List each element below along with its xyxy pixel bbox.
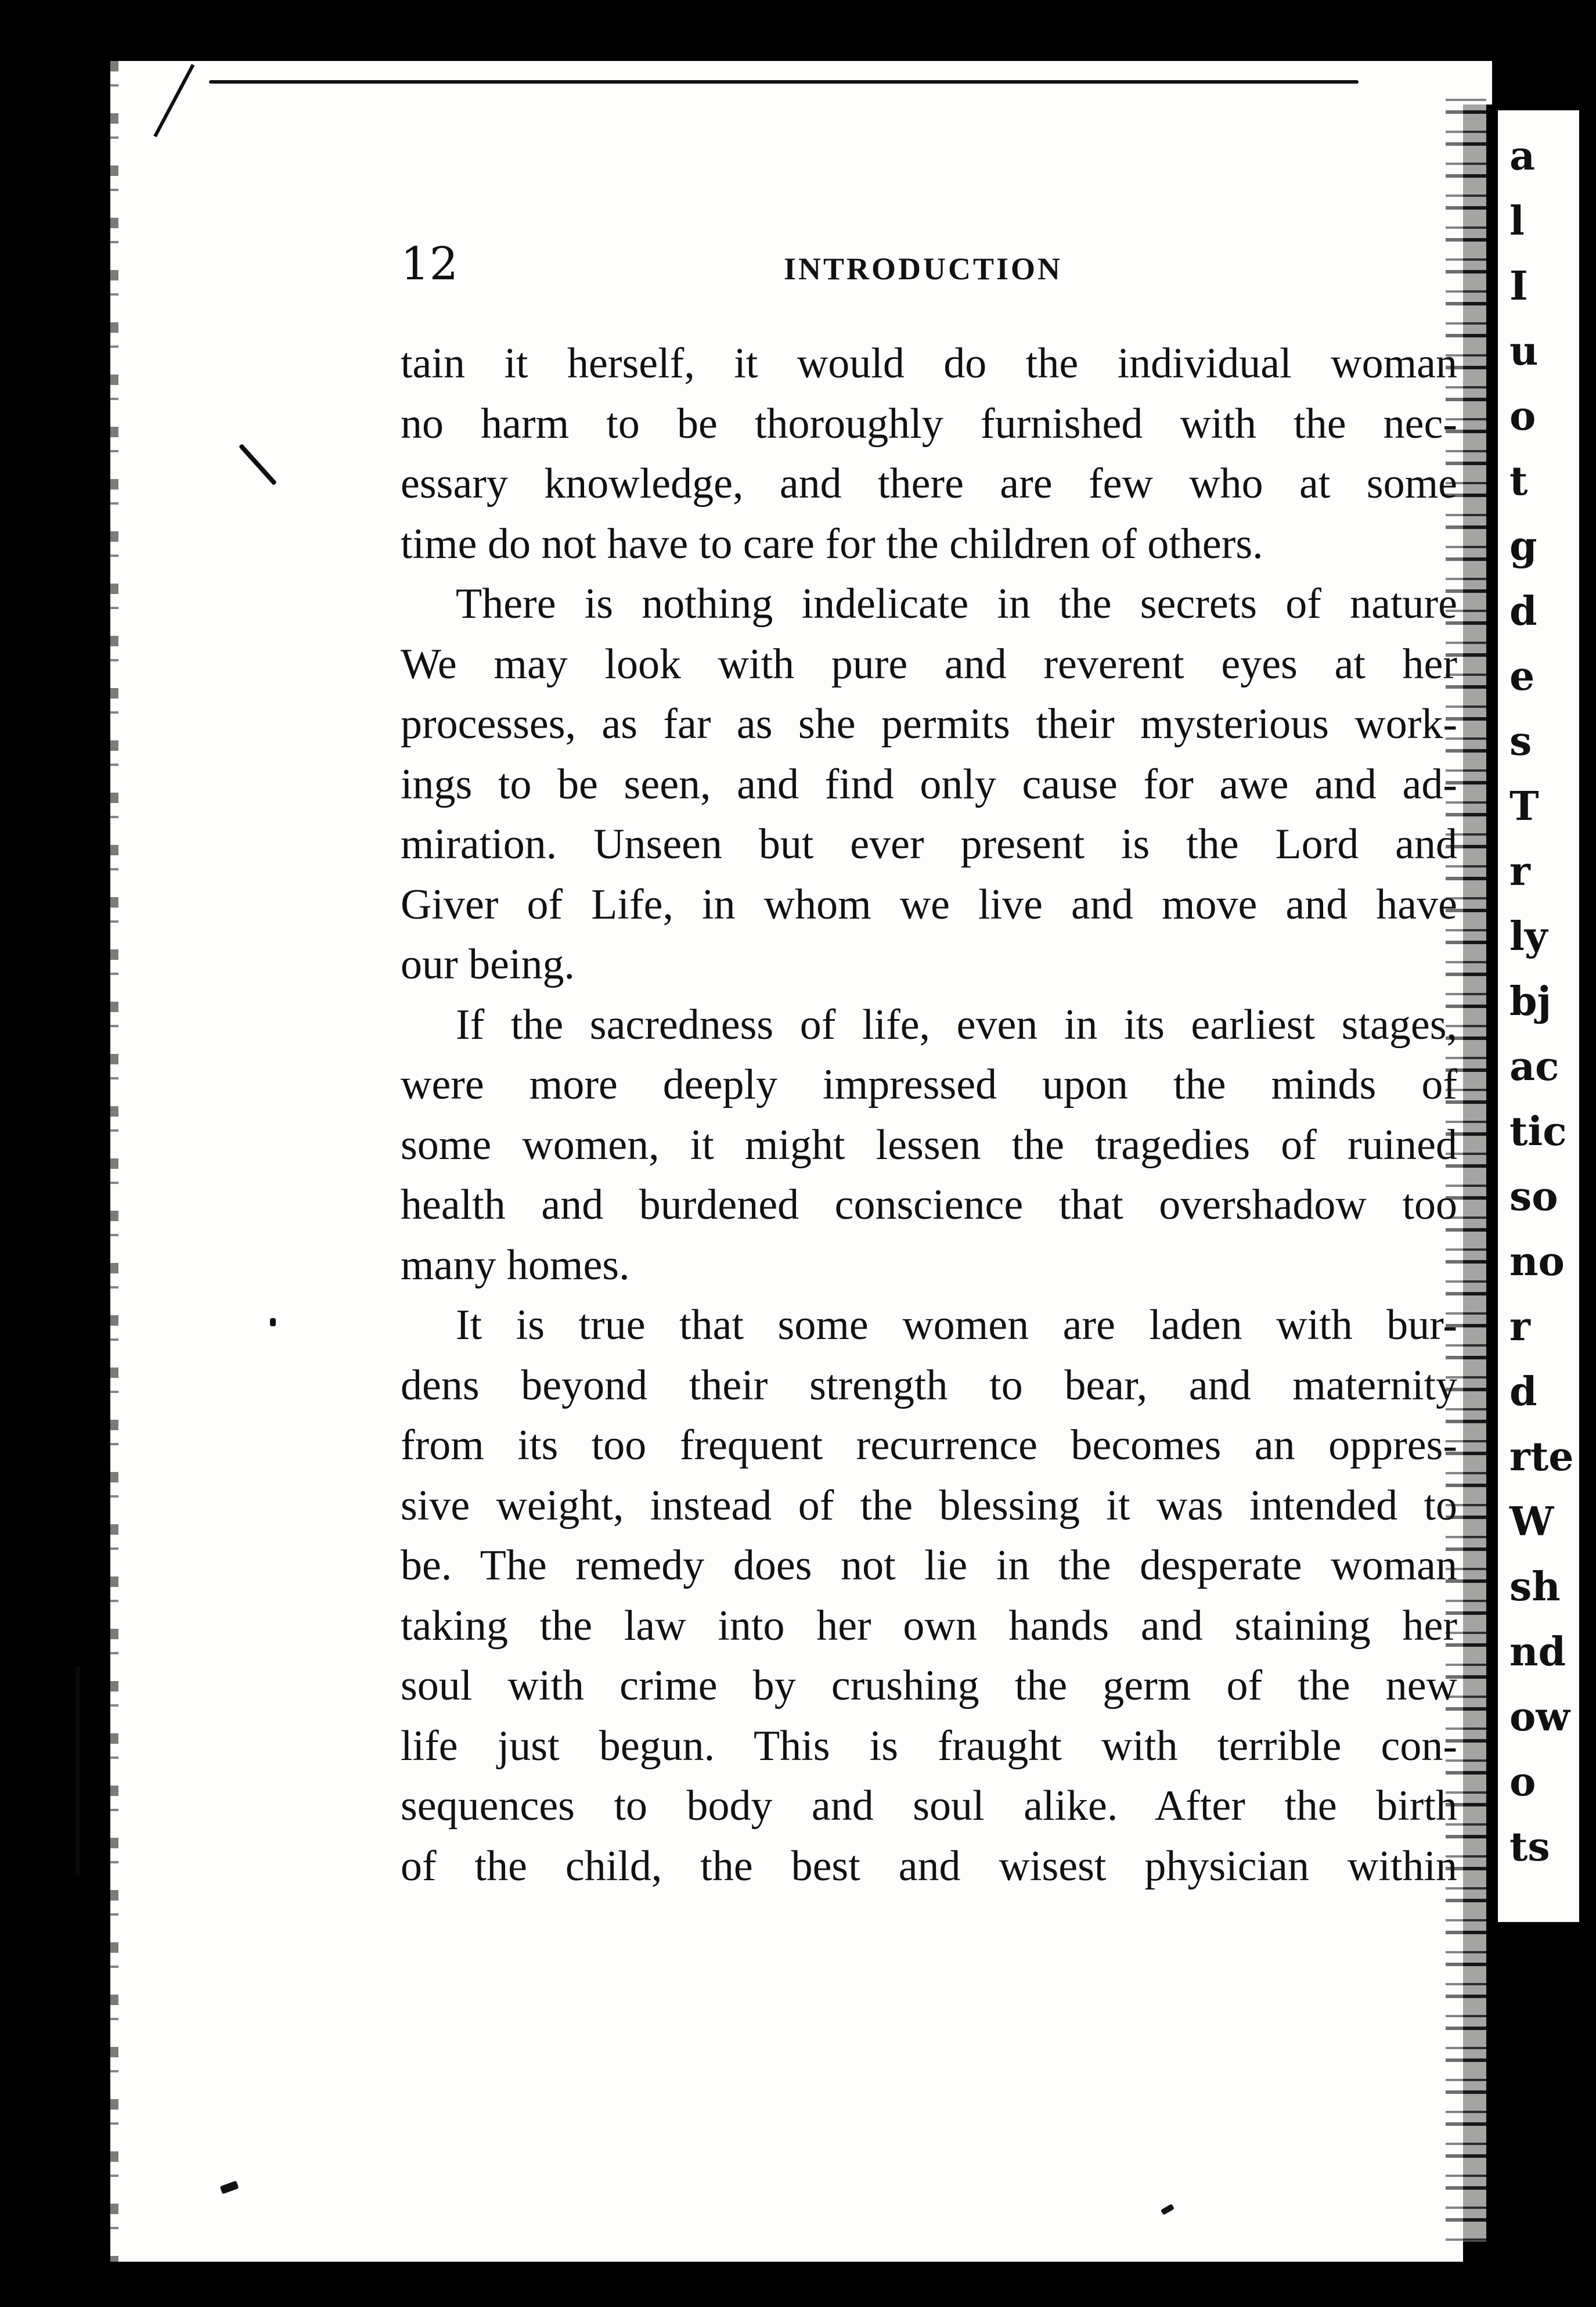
text-line: were more deeply impressed upon the minds of [401,1061,1457,1108]
text-line: from its too frequent recurrence becomes an oppres- [401,1421,1457,1469]
text-line: be. The remedy does not lie in the desperate woman [401,1542,1457,1589]
text-line: many homes. [401,1241,630,1289]
facing-page-fragment: l [1509,198,1525,244]
text-line: tain it herself, it would do the individual woman [401,340,1457,387]
facing-page-fragment: o [1509,393,1536,440]
text-line: health and burdened conscience that overshadow too [401,1181,1457,1229]
text-line: life just begun. This is fraught with terrible con- [401,1722,1457,1770]
text-line: It is true that some women are laden with bur- [456,1301,1457,1349]
page-number: 12 [401,238,459,290]
facing-page-fragment: tic [1509,1108,1567,1155]
facing-page-fragment: T [1509,783,1539,830]
facing-page-fragment: ac [1509,1043,1559,1090]
facing-page-fragment: o [1509,1759,1536,1805]
facing-page-fragment: W [1509,1499,1554,1545]
text-line: If the sacredness of life, even in its earliest stages, [456,1000,1457,1049]
body-text [401,334,1457,1896]
text-line: essary knowledge, and there are few who at some [401,460,1457,508]
facing-page-fragment: t [1509,458,1528,505]
facing-page-fragment: a [1509,133,1536,179]
text-line: soul with crime by crushing the germ of the new [401,1662,1457,1709]
stray-mark [270,1318,276,1326]
top-rule [209,80,1359,84]
text-line: There is nothing indelicate in the secrets of nature [456,580,1457,628]
text-line: ings to be seen, and find only cause for awe and ad- [401,760,1457,808]
running-head [401,238,1457,296]
text-line: Giver of Life, in whom we live and move and have [401,880,1457,928]
facing-page-fragment: d [1509,1369,1537,1415]
facing-page-fragment: r [1509,848,1530,895]
facing-page-fragment: so [1509,1174,1558,1220]
facing-page-fragment: r [1509,1304,1530,1350]
text-line: no harm to be thoroughly furnished with the nec- [401,400,1457,448]
text-line: our being. [401,941,575,988]
facing-page-fragment: I [1509,263,1528,309]
text-line: processes, as far as she permits their mysterious work- [401,700,1457,748]
facing-page-fragment: ow [1509,1694,1570,1740]
stray-mark [75,1667,80,1876]
facing-page-fragment: sh [1509,1564,1561,1610]
text-line: sive weight, instead of the blessing it was intended to [401,1481,1457,1529]
page-left-edge [110,61,118,2262]
facing-page-fragment: ts [1509,1824,1550,1870]
facing-page-fragment: u [1509,328,1539,375]
text-line: of the child, the best and wisest physician within [401,1842,1457,1890]
text-line: some women, it might lessen the tragedies of ruined [401,1121,1457,1169]
text-line: We may look with pure and reverent eyes at her [401,640,1457,688]
facing-page-fragment: rte [1509,1434,1574,1480]
text-line: taking the law into her own hands and staining her [401,1601,1457,1650]
text-line: miration. Unseen but ever present is the Lord and [401,820,1457,868]
text-line: time do not have to care for the children of others. [401,520,1263,568]
running-title: INTRODUCTION [784,251,1063,286]
facing-page-fragment: g [1509,523,1537,570]
facing-page-fragment: bj [1509,978,1552,1025]
text-line: dens beyond their strength to bear, and maternity [401,1361,1457,1409]
facing-page-fragment: e [1509,653,1535,700]
facing-page-fragment: nd [1509,1629,1566,1675]
facing-page-fragment: no [1509,1239,1565,1285]
text-line: sequences to body and soul alike. After the birth [401,1782,1457,1830]
facing-page-fragment: s [1509,718,1532,765]
facing-page-fragment: ly [1509,913,1548,960]
facing-page-fragment: d [1509,588,1537,635]
